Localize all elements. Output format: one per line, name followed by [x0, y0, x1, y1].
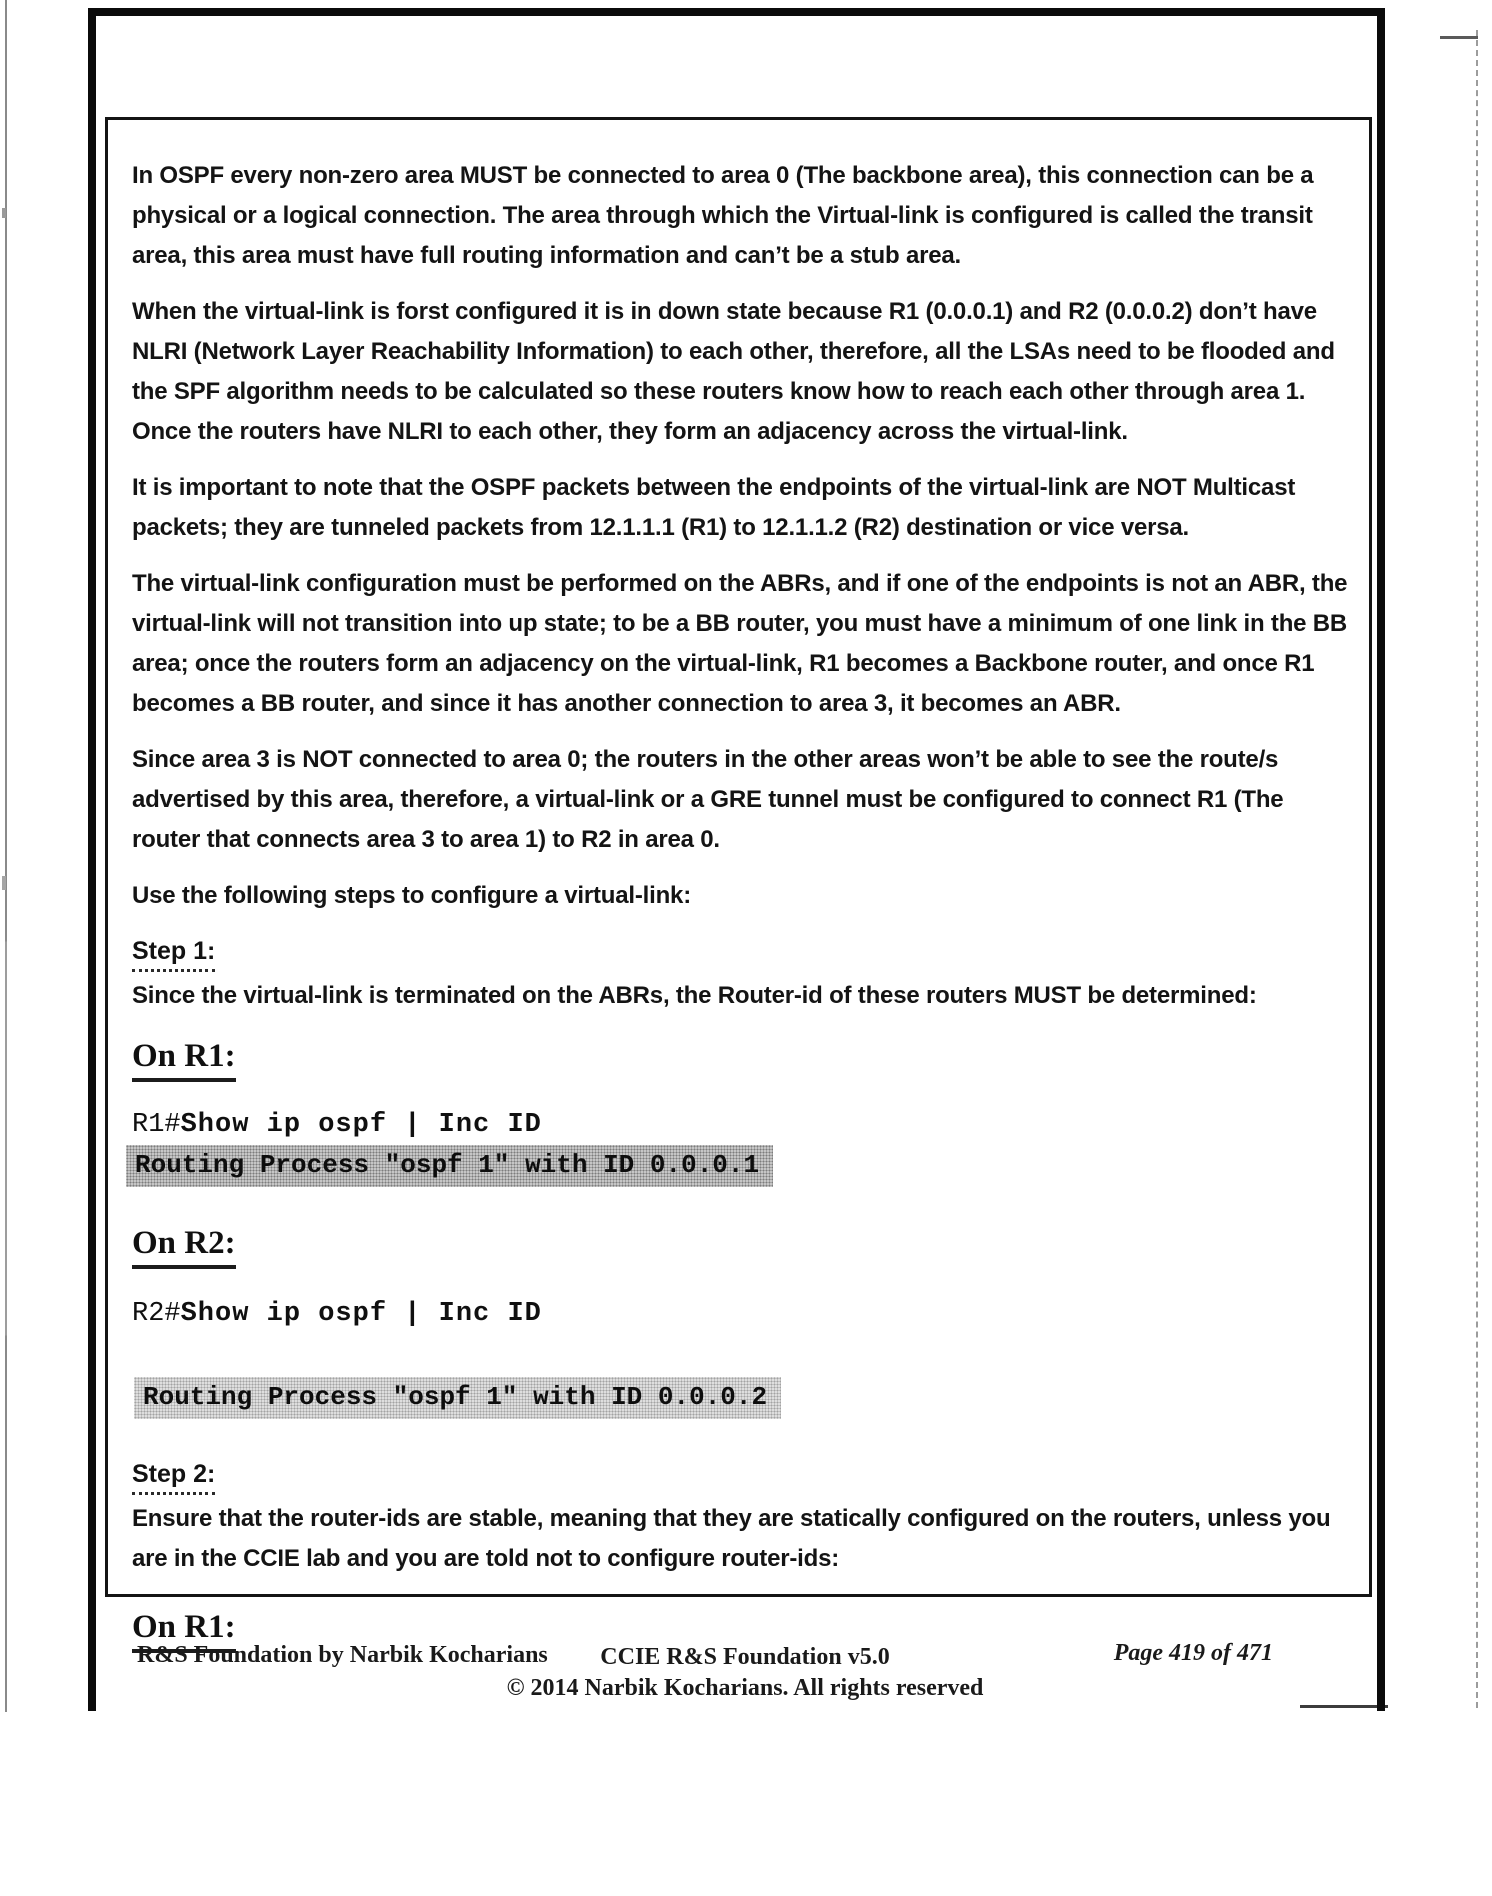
- footer-copyright: © 2014 Narbik Kocharians. All rights reserved: [506, 1675, 984, 1701]
- scan-artifact-speck: [2, 208, 6, 218]
- paragraph-tunneled-packets: It is important to note that the OSPF packets between the endpoints of the virtual-link are NOT Multicast packets; they are tunneled packets from 12.1.1.1 (R1) to 12.1.1.2 (R2) destination or vice versa.: [132, 474, 1296, 541]
- paragraph-abr-requirement: The virtual-link configuration must be performed on the ABRs, and if one of the endpoints is not an ABR, the virtual-link will not transition into up state; to be a BB router, you must have a minimum of one link in the BB area; once the routers form an adjacency on the virtual-link, R1 becomes a Backbone router, and once R1 becomes a BB router, and since it has another connection to area 3, it becomes an ABR.: [132, 570, 1348, 717]
- r2-prompt: R2#: [132, 1299, 181, 1329]
- r2-command-line: [132, 1297, 1349, 1331]
- on-r1-heading-repeat: On R1:: [132, 1609, 1349, 1653]
- footer-page-number: Page 419 of 471: [1113, 1640, 1273, 1666]
- r2-command: Show ip ospf | Inc ID: [180, 1299, 542, 1329]
- step-2-block: [132, 1455, 1349, 1579]
- r1-prompt: R1#: [132, 1110, 181, 1140]
- r2-command-output: Routing Process "ospf 1" with ID 0.0.0.2: [134, 1377, 781, 1419]
- step-2-heading: Step 2:: [132, 1457, 215, 1495]
- r1-command-output: Routing Process "ospf 1" with ID 0.0.0.1: [126, 1145, 773, 1187]
- step-1-heading: Step 1:: [132, 934, 215, 972]
- scan-artifact-speck: [2, 876, 6, 890]
- page-footer: [105, 1640, 1385, 1710]
- paragraph-steps-intro: Use the following steps to configure a virtual-link:: [132, 882, 691, 909]
- step-2-body: Ensure that the router-ids are stable, meaning that they are statically configured on the routers, unless you are in the CCIE lab and you are told not to configure router-ids:: [132, 1505, 1331, 1572]
- on-r2-heading: On R2:: [132, 1225, 1349, 1269]
- scan-artifact-tick: [1440, 36, 1478, 39]
- content-frame: [105, 117, 1372, 1645]
- scan-left-margin-line: [5, 0, 7, 1712]
- scan-right-margin-line: [1476, 30, 1478, 1708]
- r1-command-line: [132, 1108, 1349, 1142]
- r1-command: Show ip ospf | Inc ID: [180, 1110, 542, 1140]
- paragraph-area3-not-connected: Since area 3 is NOT connected to area 0; the routers in the other areas won’t be able to see the route/s advertised by this area, therefore, a virtual-link or a GRE tunnel must be configured to connect R1 (The router that connects area 3 to area 1) to R2 in area 0.: [132, 746, 1284, 853]
- paragraph-virtual-link-down-state: When the virtual-link is forst configured it is in down state because R1 (0.0.0.1) and R2 (0.0.0.2) don’t have NLRI (Network Layer Reachability Information) to each other, therefore, all the LSAs need to be flooded and the SPF algorithm needs to be calculated so these routers know how to reach each other through area 1. Once the routers have NLRI to each other, they form an adjacency across the virtual-link.: [132, 298, 1335, 445]
- on-r1-heading: On R1:: [132, 1038, 1349, 1082]
- footer-author: R&S Foundation by Narbik Kocharians: [137, 1642, 548, 1668]
- step-1-body: Since the virtual-link is terminated on the ABRs, the Router-id of these routers MUST be determined:: [132, 982, 1257, 1009]
- step-1-block: [132, 932, 1349, 1016]
- paragraph-ospf-backbone: In OSPF every non-zero area MUST be connected to area 0 (The backbone area), this connection can be a physical or a logical connection. The area through which the Virtual-link is configured is called the transit area, this area must have full routing information and can’t be a stub area.: [132, 162, 1314, 269]
- footer-title: CCIE R&S Foundation v5.0: [600, 1644, 890, 1670]
